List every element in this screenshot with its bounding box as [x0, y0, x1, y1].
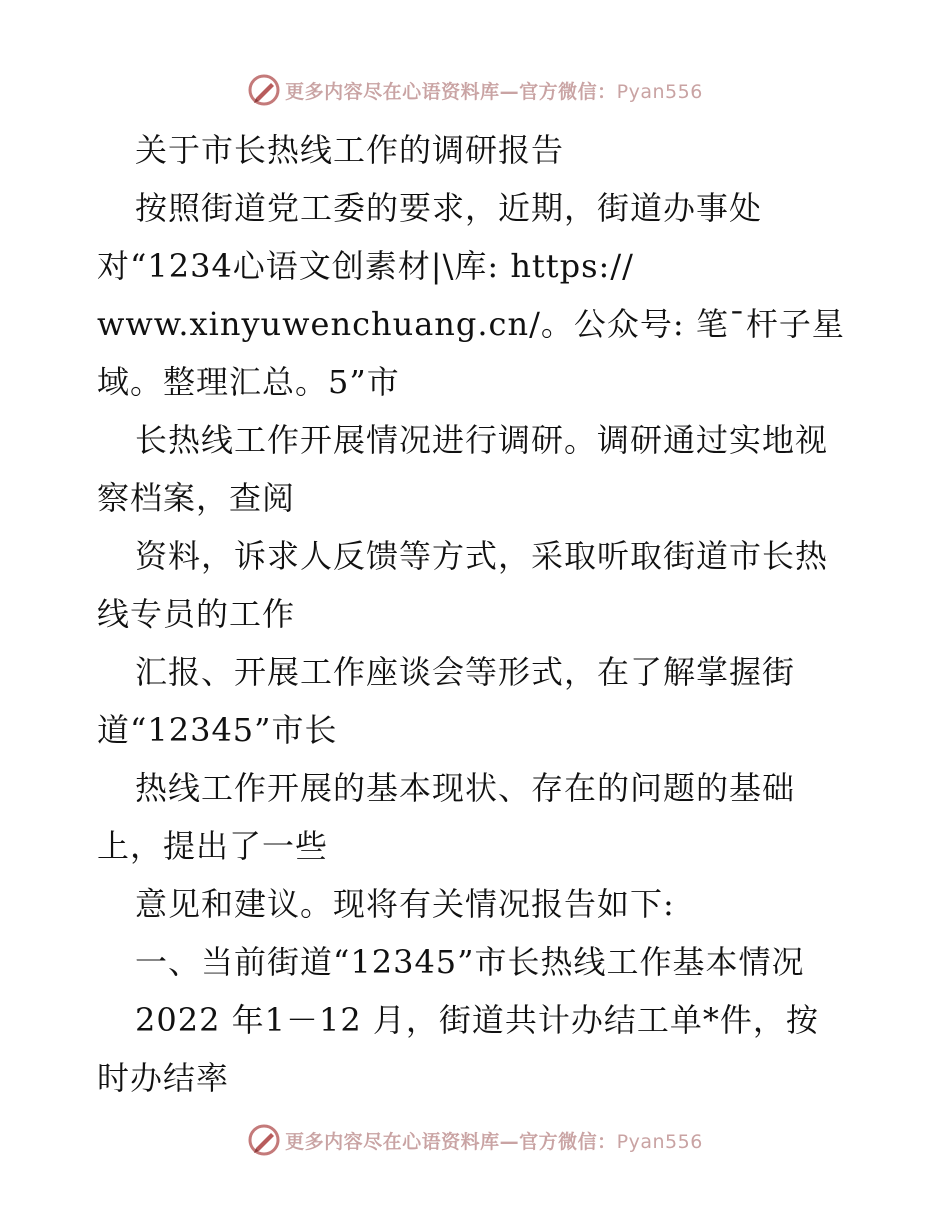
header-watermark-banner [0, 70, 950, 110]
paragraph-line: 热线工作开展的基本现状、存在的问题的基础 [135, 769, 796, 807]
paragraph-line: 长热线工作开展情况进行调研。调研通过实地视 [135, 421, 829, 459]
paragraph-line: 线专员的工作 [97, 595, 296, 633]
banner-wechat-handle: Pyan556 [616, 1130, 703, 1153]
paragraph-line: 意见和建议。现将有关情况报告如下: [135, 885, 675, 923]
section-heading: 一、当前街道“12345”市长热线工作基本情况 [135, 943, 805, 981]
pen-logo-icon [247, 1123, 281, 1157]
paragraph-line: 汇报、开展工作座谈会等形式，在了解掌握街 [135, 653, 796, 691]
document-title: 关于市长热线工作的调研报告 [135, 131, 565, 169]
paragraph-line: 域。整理汇总。5”市 [97, 363, 400, 401]
paragraph-line: www.xinyuwenchuang.cn/。公众号: 笔¯杆子星 [97, 305, 845, 343]
banner-wechat-handle: Pyan556 [616, 80, 703, 103]
banner-text [285, 1127, 703, 1154]
pen-logo-icon [247, 73, 281, 107]
paragraph-line: 2022 年1－12 月，街道共计办结工单*件，按 [135, 1001, 819, 1039]
paragraph-line: 时办结率 [97, 1059, 230, 1097]
footer-watermark-banner [0, 1120, 950, 1160]
paragraph-line: 资料，诉求人反馈等方式，采取听取街道市长热 [135, 537, 829, 575]
paragraph-line: 道“12345”市长 [97, 711, 338, 749]
paragraph-line: 对“1234心语文创素材|\库: https:// [97, 247, 634, 285]
banner-text [285, 77, 703, 104]
banner-label: 更多内容尽在心语资料库—官方微信： [285, 80, 617, 103]
paragraph-line: 上，提出了一些 [97, 827, 329, 865]
banner-label: 更多内容尽在心语资料库—官方微信： [285, 1130, 617, 1153]
paragraph-line: 按照街道党工委的要求，近期，街道办事处 [135, 189, 763, 227]
paragraph-line: 察档案，查阅 [97, 479, 296, 517]
